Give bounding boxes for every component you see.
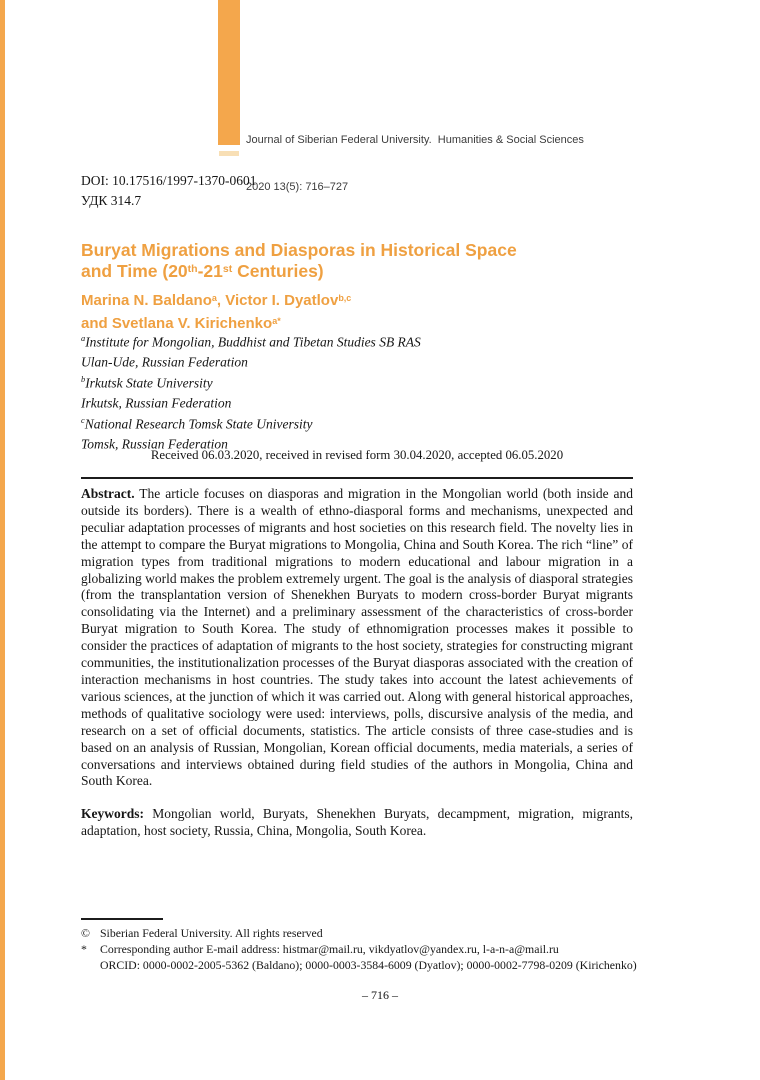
affiliation-superscript-a-star: a* bbox=[272, 315, 281, 326]
abstract-divider-rule bbox=[81, 477, 633, 479]
copyright-symbol: © bbox=[81, 925, 90, 940]
article-title bbox=[81, 240, 517, 285]
identifier-block bbox=[81, 171, 257, 210]
title-line2: and Time (20th-21st Centuries) bbox=[81, 260, 324, 281]
corresponding-marker: * bbox=[81, 941, 87, 956]
affiliation-superscript-bc: b,c bbox=[338, 292, 352, 303]
affiliation-line: Ulan-Ude, Russian Federation bbox=[81, 354, 248, 370]
left-accent-strip bbox=[0, 0, 5, 1080]
superscript-th: th bbox=[187, 262, 198, 275]
abstract-label: Abstract. bbox=[81, 486, 135, 501]
abstract-paragraph bbox=[81, 486, 633, 790]
footnote-rule bbox=[81, 918, 163, 920]
affiliation-line: $^c$National Research Tomsk State University bbox=[81, 415, 313, 432]
corresponding-author-line: * Corresponding author E-mail address: histmar@mail.ru, vikdyatlov@yandex.ru, l-a-n-a@mail.ru bbox=[81, 941, 559, 956]
affiliation-superscript-a: a bbox=[211, 292, 217, 303]
page-number: – 716 – bbox=[362, 988, 398, 1002]
footnotes-block bbox=[81, 918, 641, 973]
keywords-paragraph bbox=[81, 806, 633, 840]
title-line1: Buryat Migrations and Diasporas in Historical Space bbox=[81, 239, 517, 260]
superscript-st: st bbox=[222, 262, 233, 275]
doi-line: DOI: 10.17516/1997-1370-0601 bbox=[81, 173, 257, 188]
header-accent-bar-shadow bbox=[219, 151, 239, 156]
affiliation-line: $^a$Institute for Mongolian, Buddhist and Tibetan Studies SB RAS bbox=[81, 334, 421, 350]
journal-issue-info: 2020 13(5): 716–727 bbox=[246, 180, 349, 193]
keywords-label: Keywords: bbox=[81, 806, 144, 822]
affiliation-line: Irkutsk, Russian Federation bbox=[81, 395, 232, 411]
author-line1: Marina N. Baldano$^a$, Victor I. Dyatlov$^{b,c}$ bbox=[81, 292, 352, 309]
author-line2: and Svetlana V. Kirichenko$^{a*}$ bbox=[81, 315, 281, 332]
udk-line: УДК 314.7 bbox=[81, 192, 142, 208]
received-dates: Received 06.03.2020, received in revised form 30.04.2020, accepted 06.05.2020 bbox=[150, 448, 564, 462]
journal-name: Journal of Siberian Federal University. Humanities & Social Sciences bbox=[246, 134, 584, 146]
copyright-line: © Siberian Federal University. All rights reserved bbox=[81, 925, 323, 940]
affiliations-block bbox=[81, 331, 421, 453]
affiliation-line: $^b$Irkutsk State University bbox=[81, 374, 213, 391]
affiliation-line: Tomsk, Russian Federation bbox=[81, 436, 228, 452]
journal-header bbox=[246, 102, 584, 226]
author-names bbox=[81, 290, 351, 336]
abstract-text: The article focuses on diasporas and migration in the Mongolian world (both inside and outside its borders). There is a wealth of ethno-diasporal forms and mechanisms, unexpected and peculiar adaptation processes of migrants and host societies on this research field. The novelty lies in the attempt to compare the Buryat migrations to Mongolia, China and South Korea. The rich “line” of migration types from traditional migrations to modern educational and labour migration in a globalizing world makes the problem extremely urgent. The goal is the analysis of diasporal strategies (from the transplantation version of Shenekhen Buryats to modern cross-border Buryat migrants consolidating via the Internet) and a preliminary assessment of the characteristics of cross-border Buryat migration to South Korea. The study of ethnomigration processes makes it possible to consider the practices of adaptation of migrants to the host society, strategies for constructing migrant communities, the institutionalization processes of the Buryat diasporas associated with the creation of interaction mechanisms in host countries. The study takes into account the latest achievements of various sciences, at the junction of which it was carried out. Along with general historical approaches, methods of qualitative sociology were used: interviews, polls, discursive analysis of the media, and research on a set of official documents, statistics. The article consists of three case-studies and is based on an analysis of Russian, Mongolian, Korean official documents, media materials, a series of conversations and interviews obtained during field studies of the authors in Mongolia, China and South Korea. bbox=[81, 486, 633, 789]
keywords-text: Mongolian world, Buryats, Shenekhen Buryats, decampment, migration, migrants, adaptation, host society, Russia, China, Mongolia, South Korea. bbox=[81, 806, 633, 839]
orcid-line: ORCID: 0000-0002-2005-5362 (Baldano); 0000-0003-3584-6009 (Dyatlov); 0000-0002-7798-0209 (Kirichenko) bbox=[100, 957, 637, 972]
abstract-section bbox=[81, 486, 633, 840]
header-accent-bar bbox=[218, 0, 240, 145]
